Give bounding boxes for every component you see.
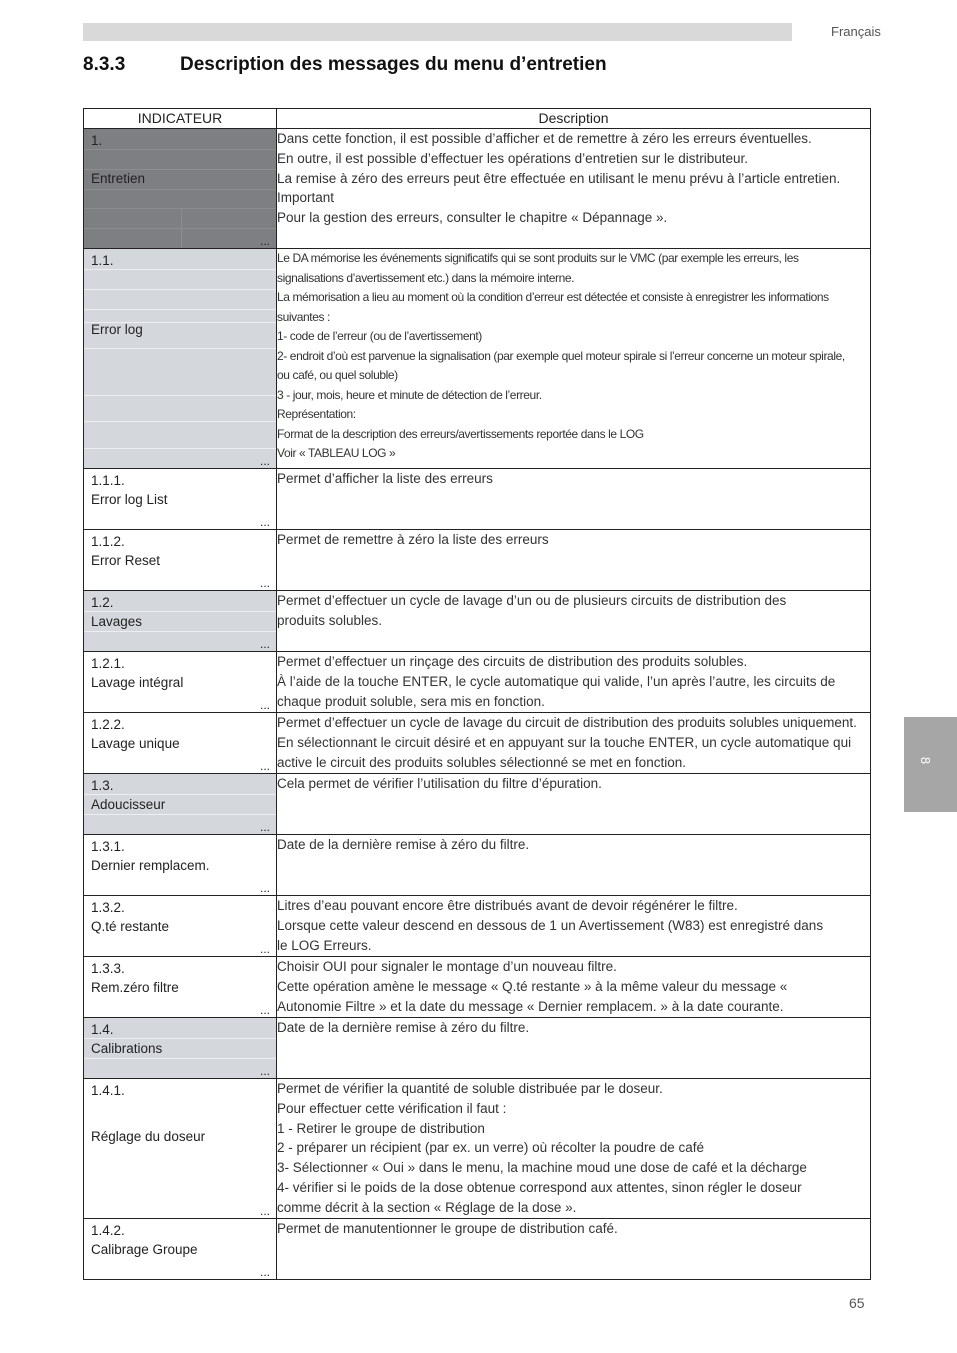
description-line: Permet d’effectuer un cycle de lavage d’un ou de plusieurs circuits de distribution des bbox=[277, 593, 787, 608]
indicator-cell bbox=[84, 835, 277, 896]
description-line: chaque produit soluble, sera mis en fonction. bbox=[277, 693, 545, 709]
header-description: Description bbox=[277, 109, 871, 129]
description-line: ou café, ou quel soluble) bbox=[277, 368, 398, 382]
cell-band-line bbox=[84, 309, 276, 310]
indicator-cell bbox=[84, 896, 277, 957]
chapter-tab bbox=[904, 717, 957, 812]
description-cell bbox=[277, 896, 871, 957]
cell-band-line bbox=[84, 395, 276, 396]
description-line: Date de la dernière remise à zéro du filtre. bbox=[277, 837, 530, 852]
table-row bbox=[84, 249, 871, 469]
indicator-code: 1.2. bbox=[91, 595, 114, 610]
table-row bbox=[84, 713, 871, 774]
table-row bbox=[84, 774, 871, 835]
cell-band-line bbox=[84, 208, 276, 209]
indicator-ellipsis: ... bbox=[259, 1204, 270, 1218]
description-line: Dans cette fonction, il est possible d’afficher et de remettre à zéro les erreurs éventuelles. bbox=[277, 131, 812, 146]
indicator-code: 1.1.1. bbox=[91, 473, 125, 488]
indicator-cell bbox=[84, 774, 277, 835]
description-cell bbox=[277, 1219, 871, 1280]
description-line: comme décrit à la section « Réglage de la dose ». bbox=[277, 1199, 577, 1215]
description-line: Permet de vérifier la quantité de soluble distribuée par le doseur. bbox=[277, 1081, 663, 1096]
section-heading bbox=[83, 54, 607, 76]
cell-band-line bbox=[84, 289, 276, 290]
table-row bbox=[84, 469, 871, 530]
description-cell bbox=[277, 129, 871, 249]
description-line: 1- code de l’erreur (ou de l’avertissement) bbox=[277, 329, 482, 343]
description-cell bbox=[277, 835, 871, 896]
description-line: suivantes : bbox=[277, 309, 330, 324]
indicator-cell bbox=[84, 1018, 277, 1079]
indicator-cell bbox=[84, 713, 277, 774]
description-line: Pour effectuer cette vérification il faut : bbox=[277, 1100, 507, 1116]
description-line: 3 - jour, mois, heure et minute de détection de l’erreur. bbox=[277, 387, 542, 402]
indicator-name: Dernier remplacem. bbox=[91, 858, 210, 873]
indicator-name: Error log bbox=[91, 322, 143, 337]
cell-band-line bbox=[84, 611, 276, 612]
cell-band-line bbox=[84, 448, 276, 449]
description-line: Autonomie Filtre » et la date du message « Dernier remplacem. » à la date courante. bbox=[277, 998, 784, 1014]
description-line: En sélectionnant le circuit désiré et en appuyant sur la touche ENTER, un cycle automatique qui bbox=[277, 734, 852, 750]
description-line: Permet de manutentionner le groupe de distribution café. bbox=[277, 1221, 618, 1236]
description-cell bbox=[277, 1079, 871, 1219]
indicator-ellipsis: ... bbox=[259, 759, 270, 773]
indicator-cell bbox=[84, 249, 277, 469]
indicator-name: Calibrage Groupe bbox=[91, 1242, 198, 1257]
description-line: le LOG Erreurs. bbox=[277, 937, 372, 953]
description-line: Cette opération amène le message « Q.té restante » à la même valeur du message « bbox=[277, 978, 788, 994]
cell-band-line bbox=[84, 1058, 276, 1059]
cell-band-line bbox=[84, 348, 276, 349]
indicator-name: Lavages bbox=[91, 614, 143, 629]
indicator-code: 1.2.1. bbox=[91, 656, 125, 671]
indicator-name: Calibrations bbox=[91, 1041, 163, 1056]
cell-divider bbox=[181, 208, 182, 248]
description-line: Format de la description des erreurs/avertissements reportée dans le LOG bbox=[277, 426, 644, 441]
indicator-cell bbox=[84, 469, 277, 530]
indicator-code: 1.4. bbox=[91, 1022, 114, 1037]
indicator-cell bbox=[84, 530, 277, 591]
cell-band-line bbox=[84, 189, 276, 190]
cell-band-line bbox=[84, 631, 276, 632]
description-line: Pour la gestion des erreurs, consulter le chapitre « Dépannage ». bbox=[277, 210, 668, 226]
description-line: Lorsque cette valeur descend en dessous de 1 un Avertissement (W83) est enregistré dans bbox=[277, 917, 824, 933]
description-cell bbox=[277, 713, 871, 774]
language-label: Français bbox=[831, 24, 881, 39]
description-line: 1 - Retirer le groupe de distribution bbox=[277, 1120, 485, 1136]
indicator-name: Q.té restante bbox=[91, 919, 170, 934]
description-line: Permet d’effectuer un rinçage des circuits de distribution des produits solubles. bbox=[277, 654, 748, 669]
indicator-cell bbox=[84, 652, 277, 713]
indicator-name: Entretien bbox=[91, 171, 146, 186]
description-line: 4- vérifier si le poids de la dose obtenue correspond aux attentes, sinon régler le doseur bbox=[277, 1179, 802, 1195]
table-body bbox=[84, 129, 871, 1280]
table-row bbox=[84, 1219, 871, 1280]
description-cell bbox=[277, 530, 871, 591]
table-row bbox=[84, 957, 871, 1018]
indicator-ellipsis: ... bbox=[259, 1265, 270, 1279]
description-line: Choisir OUI pour signaler le montage d’un nouveau filtre. bbox=[277, 959, 617, 974]
indicator-code: 1. bbox=[91, 133, 103, 148]
indicator-cell bbox=[84, 591, 277, 652]
description-line: Permet d’effectuer un cycle de lavage du circuit de distribution des produits solubles uniquement. bbox=[277, 715, 857, 730]
table-row bbox=[84, 896, 871, 957]
page-number: 65 bbox=[849, 1295, 865, 1311]
cell-band-line bbox=[84, 169, 276, 170]
cell-band-line bbox=[84, 814, 276, 815]
indicator-ellipsis: ... bbox=[259, 1003, 270, 1017]
indicator-name: Lavage unique bbox=[91, 736, 180, 751]
table-row bbox=[84, 1079, 871, 1219]
indicator-cell bbox=[84, 957, 277, 1018]
description-line: active le circuit des produits solubles sélectionné se met en fonction. bbox=[277, 754, 686, 770]
indicator-code: 1.3.1. bbox=[91, 839, 125, 854]
indicator-name: Rem.zéro filtre bbox=[91, 980, 179, 995]
description-line: Voir « TABLEAU LOG » bbox=[277, 446, 396, 460]
table-row bbox=[84, 835, 871, 896]
indicator-code: 1.2.2. bbox=[91, 717, 125, 732]
indicator-name: Error log List bbox=[91, 492, 168, 507]
description-line: produits solubles. bbox=[277, 612, 383, 628]
indicator-code: 1.3. bbox=[91, 778, 114, 793]
indicator-ellipsis: ... bbox=[259, 637, 270, 651]
description-line: Le DA mémorise les événements significatifs qui se sont produits sur le VMC (par exemple les erreurs, les bbox=[277, 251, 799, 265]
description-line: Litres d’eau pouvant encore être distribués avant de devoir régénérer le filtre. bbox=[277, 898, 738, 913]
table-header-row bbox=[84, 109, 871, 129]
indicator-ellipsis: ... bbox=[259, 234, 270, 248]
indicator-name: Réglage du doseur bbox=[91, 1129, 206, 1144]
indicator-ellipsis: ... bbox=[259, 576, 270, 590]
indicator-code: 1.1.2. bbox=[91, 534, 125, 549]
indicator-ellipsis: ... bbox=[259, 942, 270, 956]
cell-band-line bbox=[84, 228, 276, 229]
indicator-name: Adoucisseur bbox=[91, 797, 166, 812]
indicator-code: 1.4.2. bbox=[91, 1223, 125, 1238]
indicator-code: 1.4.1. bbox=[91, 1083, 125, 1098]
description-line: Important bbox=[277, 190, 335, 206]
indicator-name: Lavage intégral bbox=[91, 675, 184, 690]
indicator-code: 1.3.2. bbox=[91, 900, 125, 915]
table-row bbox=[84, 1018, 871, 1079]
description-cell bbox=[277, 249, 871, 469]
description-line: signalisations d’avertissement etc.) dans la mémoire interne. bbox=[277, 270, 575, 285]
indicator-cell bbox=[84, 1219, 277, 1280]
description-line: Date de la dernière remise à zéro du filtre. bbox=[277, 1020, 530, 1035]
description-cell bbox=[277, 591, 871, 652]
indicator-ellipsis: ... bbox=[259, 515, 270, 529]
description-line: En outre, il est possible d’effectuer les opérations d’entretien sur le distributeur. bbox=[277, 150, 749, 166]
cell-band-line bbox=[84, 269, 276, 270]
indicator-name: Error Reset bbox=[91, 553, 161, 568]
cell-band-line bbox=[84, 794, 276, 795]
indicator-code: 1.3.3. bbox=[91, 961, 125, 976]
description-line: 2 - préparer un récipient (par ex. un verre) où récolter la poudre de café bbox=[277, 1140, 704, 1156]
description-line: Cela permet de vérifier l’utilisation du filtre d’épuration. bbox=[277, 776, 602, 791]
description-cell bbox=[277, 774, 871, 835]
description-line: À l’aide de la touche ENTER, le cycle automatique qui valide, l’un après l’autre, les circuits de bbox=[277, 673, 836, 689]
indicator-ellipsis: ... bbox=[259, 454, 270, 468]
indicator-ellipsis: ... bbox=[259, 881, 270, 895]
indicator-ellipsis: ... bbox=[259, 1064, 270, 1078]
description-line: 2- endroit d’où est parvenue la signalisation (par exemple quel moteur spirale si l’erreur concerne un moteur spirale, bbox=[277, 348, 845, 363]
section-title: Description des messages du menu d’entretien bbox=[180, 54, 607, 75]
indicator-cell bbox=[84, 129, 277, 249]
table-row bbox=[84, 591, 871, 652]
description-cell bbox=[277, 1018, 871, 1079]
cell-band-line bbox=[84, 149, 276, 150]
table-row bbox=[84, 652, 871, 713]
cell-band-line bbox=[84, 1038, 276, 1039]
description-line: La remise à zéro des erreurs peut être effectuée en utilisant le menu prévu à l’article entretien. bbox=[277, 170, 841, 186]
section-number: 8.3.3 bbox=[83, 54, 126, 75]
table-row bbox=[84, 129, 871, 249]
description-line: Permet de remettre à zéro la liste des erreurs bbox=[277, 532, 549, 547]
table-row bbox=[84, 530, 871, 591]
indicator-code: 1.1. bbox=[91, 253, 114, 268]
description-line: La mémorisation a lieu au moment où la condition d’erreur est détectée et consiste à enregistrer les informations bbox=[277, 290, 829, 304]
cell-band-line bbox=[84, 421, 276, 422]
maintenance-messages-table bbox=[83, 108, 871, 1280]
indicator-ellipsis: ... bbox=[259, 820, 270, 834]
header-indicateur: INDICATEUR bbox=[84, 109, 277, 129]
description-line: 3- Sélectionner « Oui » dans le menu, la machine moud une dose de café et la décharge bbox=[277, 1160, 807, 1176]
description-cell bbox=[277, 957, 871, 1018]
description-line: Permet d’afficher la liste des erreurs bbox=[277, 471, 493, 486]
chapter-tab-label: 8 bbox=[918, 756, 934, 765]
description-line: Représentation: bbox=[277, 407, 356, 421]
description-cell bbox=[277, 652, 871, 713]
indicator-cell bbox=[84, 1079, 277, 1219]
indicator-ellipsis: ... bbox=[259, 698, 270, 712]
description-cell bbox=[277, 469, 871, 530]
header-bar bbox=[83, 23, 792, 41]
